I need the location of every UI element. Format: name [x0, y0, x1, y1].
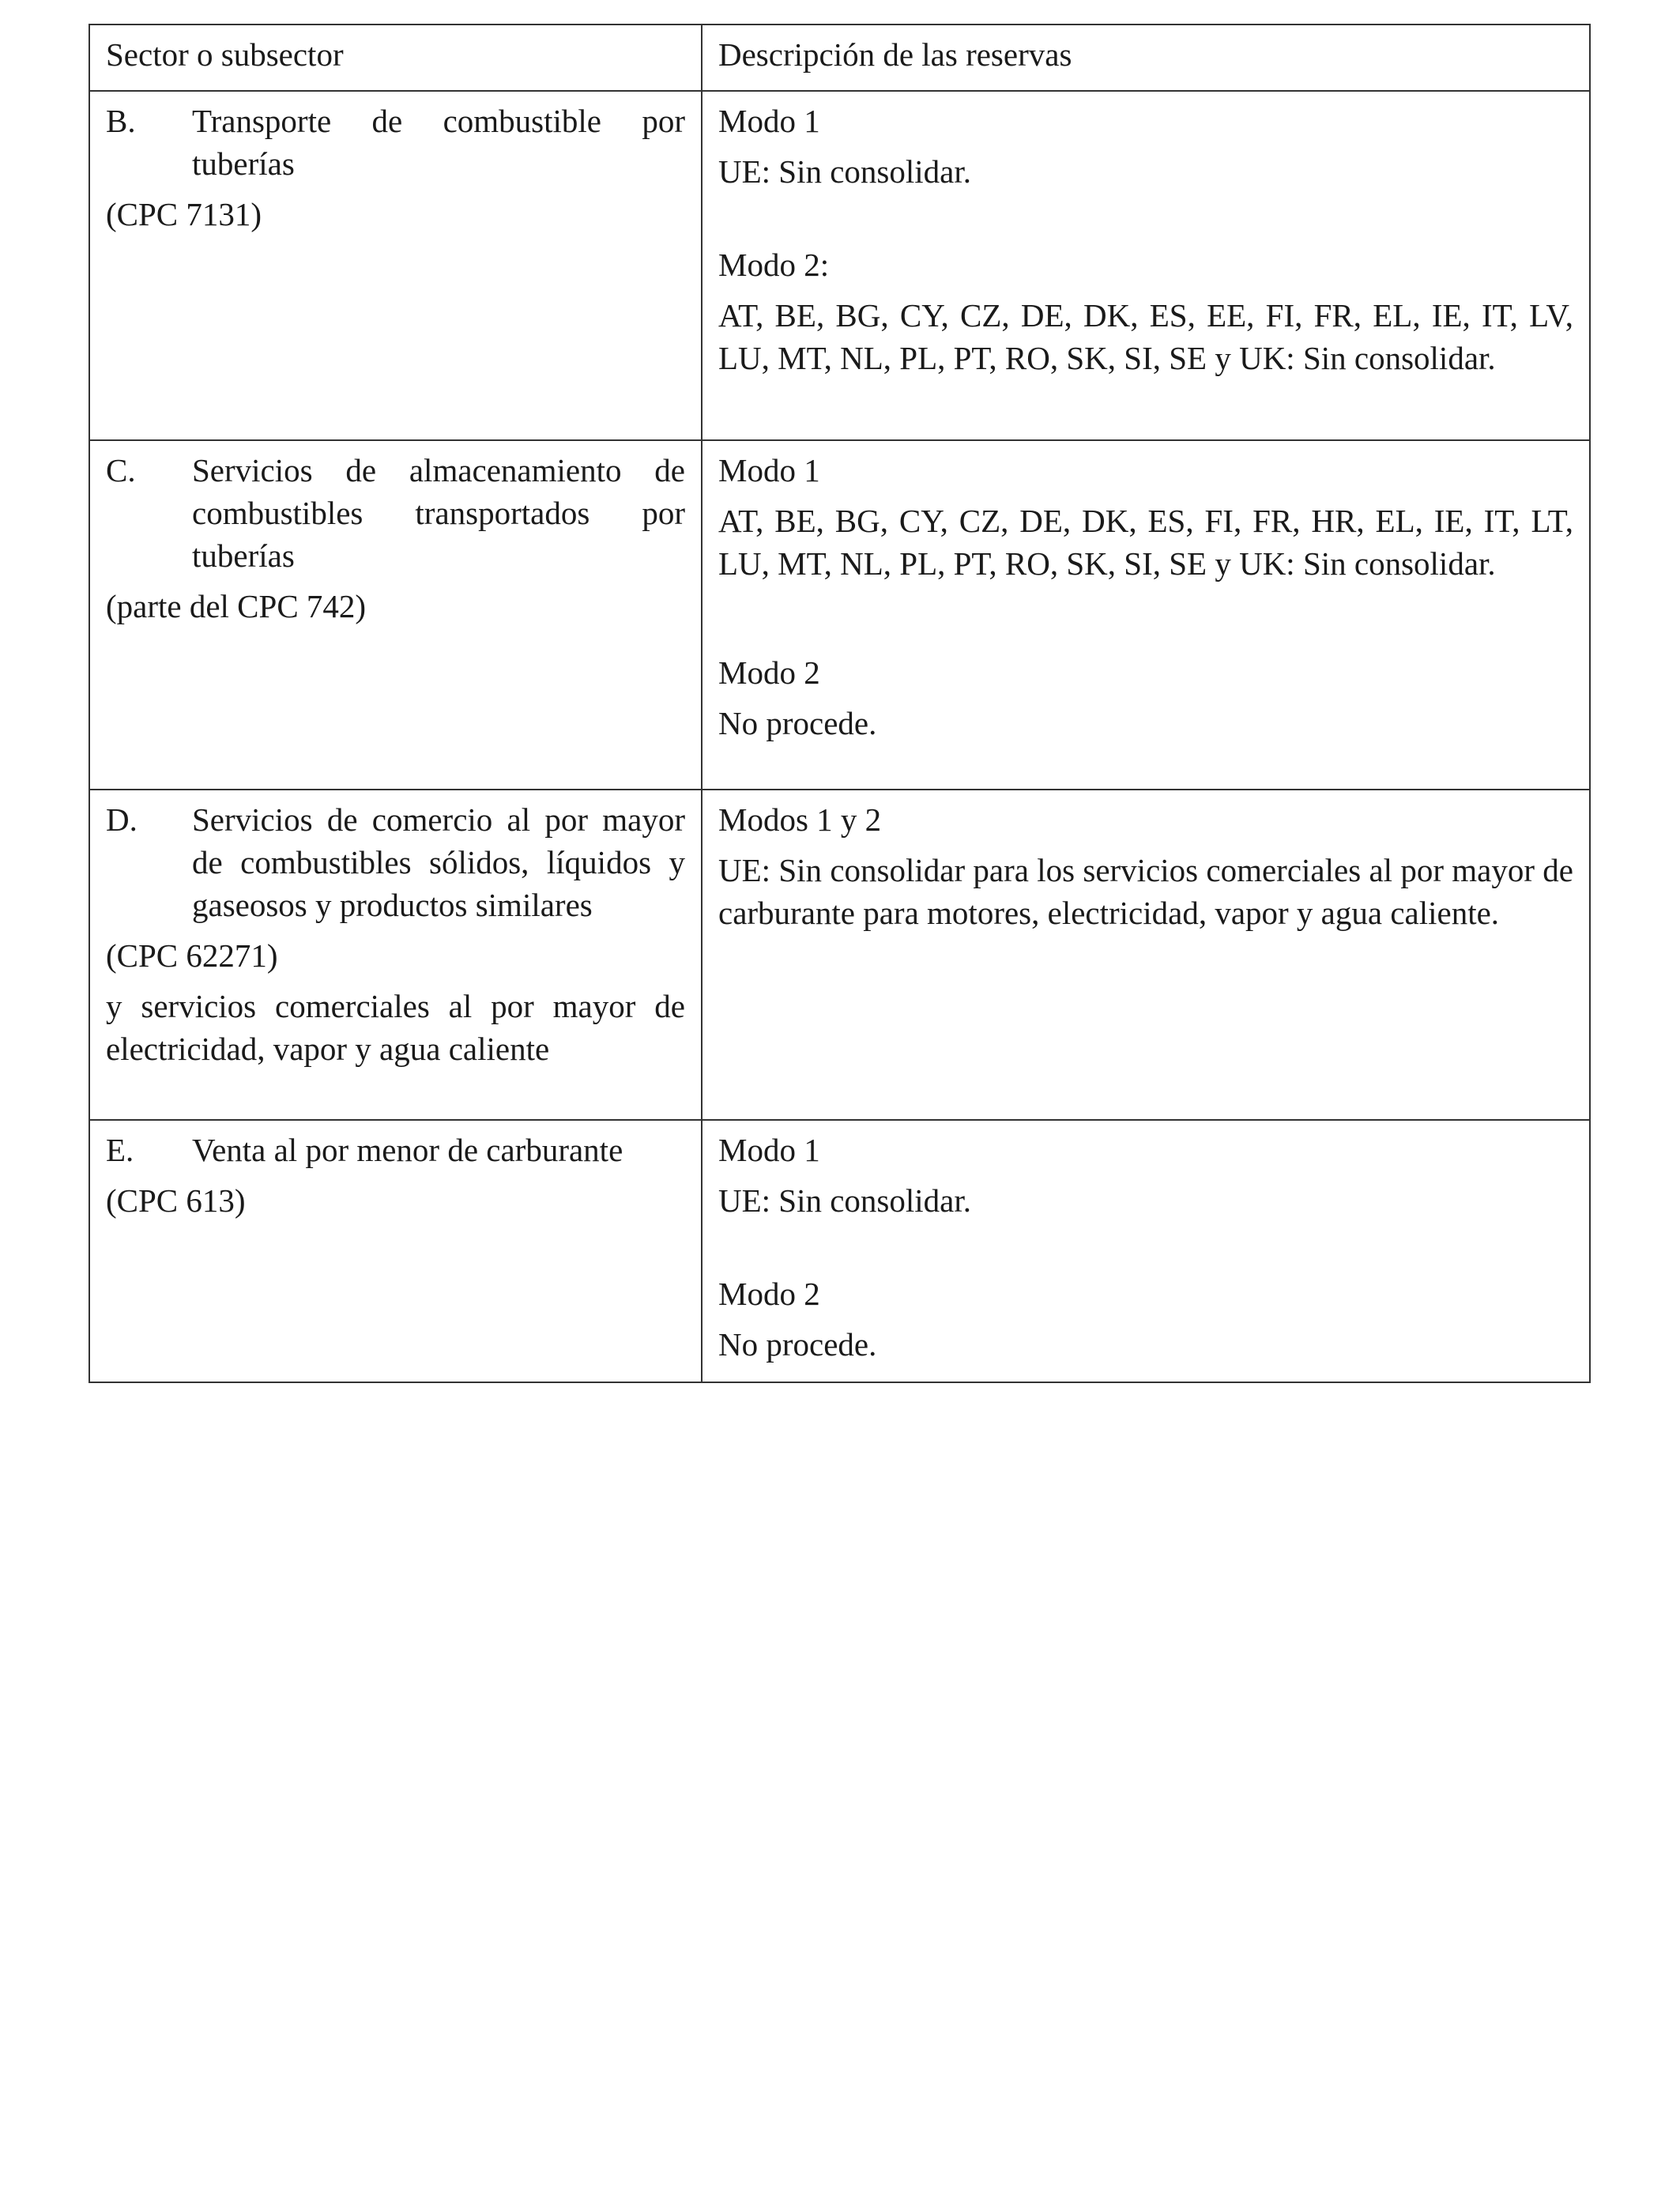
- sector-letter: B.: [106, 103, 136, 139]
- sector-item: [106, 1129, 685, 1171]
- modo-1-label: Modo 1: [718, 1132, 820, 1168]
- header-descripcion: Descripción de las reservas: [702, 25, 1590, 91]
- modo-2-text: No procede.: [718, 705, 877, 741]
- description-cell: [702, 1120, 1590, 1382]
- description-cell: [702, 91, 1590, 440]
- table-row: [89, 91, 1590, 440]
- modo-1-label: Modo 1: [718, 452, 820, 488]
- sector-item: [106, 798, 685, 926]
- cpc-code: (CPC 7131): [106, 196, 262, 232]
- modo-2-label: Modo 2: [718, 1276, 820, 1312]
- modo-2-text: AT, BE, BG, CY, CZ, DE, DK, ES, EE, FI, FR, EL, IE, IT, LV, LU, MT, NL, PL, PT, RO, SK, SI, SE y UK: Sin consolidar.: [718, 297, 1573, 376]
- sector-title: Servicios de comercio al por mayor de combustibles sólidos, líquidos y gaseosos y productos similares: [192, 801, 685, 923]
- sector-title: Venta al por menor de carburante: [192, 1132, 623, 1168]
- table-header-row: [89, 25, 1590, 91]
- sector-cell: [89, 790, 702, 1120]
- sector-cell: [89, 1120, 702, 1382]
- modo-2-text: No procede.: [718, 1326, 877, 1363]
- table-row: [89, 790, 1590, 1120]
- sector-item: [106, 100, 685, 185]
- modo-1-text: UE: Sin consolidar.: [718, 153, 972, 190]
- modo-1-text: AT, BE, BG, CY, CZ, DE, DK, ES, FI, FR, HR, EL, IE, IT, LT, LU, MT, NL, PL, PT, RO, SK, SI, SE y UK: Sin consolidar.: [718, 503, 1573, 582]
- modo-2-label: Modo 2:: [718, 247, 830, 283]
- cpc-code: (CPC 62271): [106, 937, 278, 974]
- sector-letter: C.: [106, 452, 136, 488]
- sector-title: Transporte de combustible por tuberías: [192, 103, 685, 182]
- sector-cell: [89, 440, 702, 790]
- sector-letter: D.: [106, 801, 137, 838]
- sector-letter: E.: [106, 1132, 134, 1168]
- sector-item: [106, 449, 685, 577]
- description-cell: [702, 790, 1590, 1120]
- modo-1-text: UE: Sin consolidar para los servicios comerciales al por mayor de carburante para motores, electricidad, vapor y agua caliente.: [718, 852, 1573, 931]
- description-cell: [702, 440, 1590, 790]
- sector-extra-text: y servicios comerciales al por mayor de electricidad, vapor y agua caliente: [106, 988, 685, 1067]
- header-sector: Sector o subsector: [89, 25, 702, 91]
- sector-cell: [89, 91, 702, 440]
- modo-2-label: Modo 2: [718, 654, 820, 691]
- table-row: [89, 1120, 1590, 1382]
- table-row: [89, 440, 1590, 790]
- reservations-table: [89, 24, 1591, 1383]
- cpc-code: (parte del CPC 742): [106, 588, 367, 624]
- modo-1-label: Modo 1: [718, 103, 820, 139]
- sector-title: Servicios de almacenamiento de combustibles transportados por tuberías: [192, 452, 685, 574]
- cpc-code: (CPC 613): [106, 1182, 246, 1219]
- modo-1-text: UE: Sin consolidar.: [718, 1182, 972, 1219]
- modo-1-label: Modos 1 y 2: [718, 801, 882, 838]
